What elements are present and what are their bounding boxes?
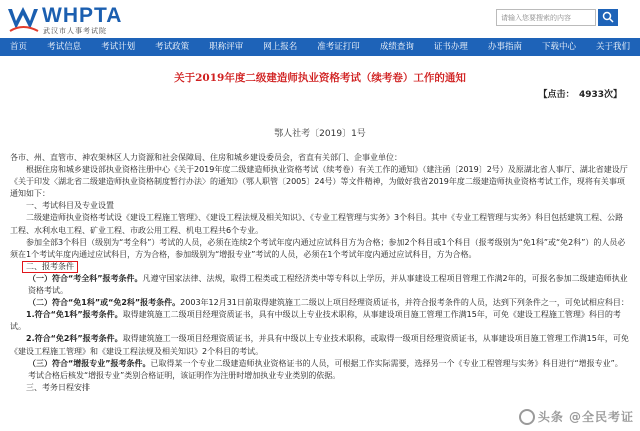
section-3-heading: 三、考务日程安排 (26, 382, 90, 392)
nav-admission-ticket[interactable]: 准考证打印 (317, 42, 360, 52)
section-2-2-1 (10, 309, 630, 333)
click-count: 【点击： 4933次】 (538, 90, 622, 100)
nav-exam-policy[interactable]: 考试政策 (155, 42, 190, 52)
section-2-2-2-label: 2.符合“免2科”报考条件。 (26, 334, 123, 344)
section-2-2-2 (10, 333, 630, 357)
watermark-text: 头条 @全民考证 (537, 409, 634, 424)
section-2-1-text: 凡遵守国家法律、法规，取得工程类或工程经济类中等专科以上学历，并从事建设工程项目管理工作满2年的，可报名参加二级建造师执业资格考试。 (28, 273, 628, 296)
nav-exam-info[interactable]: 考试信息 (47, 42, 82, 52)
section-2-3-text: 已取得某一个专业二级建造师执业资格证书的人员，可根据工作实际需要，选择另一个《专业工程管理与实务》科目进行“增报专业”。考试合格后核发“增报专业”类别合格证明，该证明作为注册时增加执业专业类别的依据。 (28, 358, 623, 380)
nav-title-review[interactable]: 职称评审 (209, 42, 244, 52)
nav-home[interactable]: 首页 (10, 42, 28, 52)
section-2-2-1-label: 1.符合“免1科”报考条件。 (26, 310, 123, 320)
site-header (0, 0, 640, 38)
logo-subtitle: 武汉市人事考试院 (43, 27, 107, 35)
section-2-2-2-text: 取得建筑施工一级项目经理资质证书，并具有中级以上专业技术职称，或取得一级项目经理资质证书，从事建设项目施工管理工作满15年，可免《建设工程施工管理》和《建设工程法规及相关知识》2个科目的考试。 (10, 334, 629, 356)
article-title: 关于2019年度二级建造师执业资格考试（续考卷）工作的通知 (174, 72, 466, 84)
article-body (10, 152, 630, 394)
section-2-2-1-text: 取得建筑施工二级项目经理资质证书，具有中级以上专业技术职称，从事建设项目施工管理工作满15年，可免《建设工程施工管理》科目的考试。 (10, 310, 621, 332)
search-input[interactable]: 请输入您要搜索的内容 (496, 9, 596, 26)
intro-paragraph: 根据住房和城乡建设部执业资格注册中心《关于2019年度二级建造师执业资格考试（续考卷）有关工作的通知》（建注函〔2019〕2号）及原湖北省人事厅、湖北省建设厅《关于印发〈湖北省二级建造师执业资格制度暂行办法〉的通知》（鄂人职管〔2005〕24号）等文件精神，为做好我省2019年度二级建造师执业资格考试工作，现将有关事项通知如下： (10, 165, 628, 199)
logo-mark-icon (6, 3, 40, 35)
nav-about[interactable]: 关于我们 (596, 42, 631, 52)
section-2-2 (10, 297, 630, 309)
document-number: 鄂人社考〔2019〕1号 (274, 129, 366, 139)
section-2-1 (10, 273, 630, 297)
section-2-2-label: （二）符合“免1科”或“免2科”报考条件。 (28, 298, 181, 308)
section-2-2-text: 2003年12月31日前取得建筑施工二级以上项目经理资质证书，并符合报考条件的人员，达到下列条件之一，可免试相应科目： (180, 298, 629, 308)
section-1-heading: 一、考试科目及专业设置 (26, 201, 114, 211)
site-logo[interactable] (6, 3, 146, 35)
logo-text: WHPTA (42, 4, 123, 27)
nav-score-query[interactable]: 成绩查询 (379, 42, 414, 52)
nav-download[interactable]: 下载中心 (541, 42, 576, 52)
nav-guide[interactable]: 办事指南 (487, 42, 522, 52)
section-2-heading-row (10, 261, 630, 273)
search-button[interactable] (598, 9, 618, 26)
watermark-logo-icon (519, 409, 535, 425)
nav-certificate[interactable]: 证书办理 (433, 42, 468, 52)
section-2-3 (10, 358, 630, 382)
main-nav (0, 38, 640, 56)
salutation: 各市、州、直管市、神农架林区人力资源和社会保障局、住房和城乡建设委员会，省直有关部门、企事业单位： (10, 153, 402, 162)
nav-online-registration[interactable]: 网上报名 (263, 42, 298, 52)
section-2-3-label: （三）符合“增报专业”报考条件。 (28, 358, 151, 368)
nav-exam-plan[interactable]: 考试计划 (101, 42, 136, 52)
section-1-paragraph-2: 参加全部3个科目（级别为“考全科”）考试的人员，必须在连续2个考试年度内通过应试科目方为合格；参加2个科目或1个科目（报考级别为“免1科”或“免2科”）的人员必须在1个考试年度内通过应试科目，方为合格，参加级别为“增报专业”考试的人员，必须在1个考试年度内通过应试科目，方为合格。 (10, 237, 626, 259)
section-2-1-label: （一）符合“考全科”报考条件。 (28, 273, 143, 283)
watermark (519, 408, 634, 426)
section-1-paragraph-1: 二级建造师执业资格考试设《建设工程施工管理》、《建设工程法规及相关知识》、《专业工程管理与实务》3个科目。其中《专业工程管理与实务》科目包括建筑工程、公路工程、水利水电工程、矿业工程、市政公用工程、机电工程共6个专业。 (10, 213, 624, 235)
search-icon (602, 11, 614, 23)
section-2-heading: 二、报考条件 (22, 261, 78, 273)
